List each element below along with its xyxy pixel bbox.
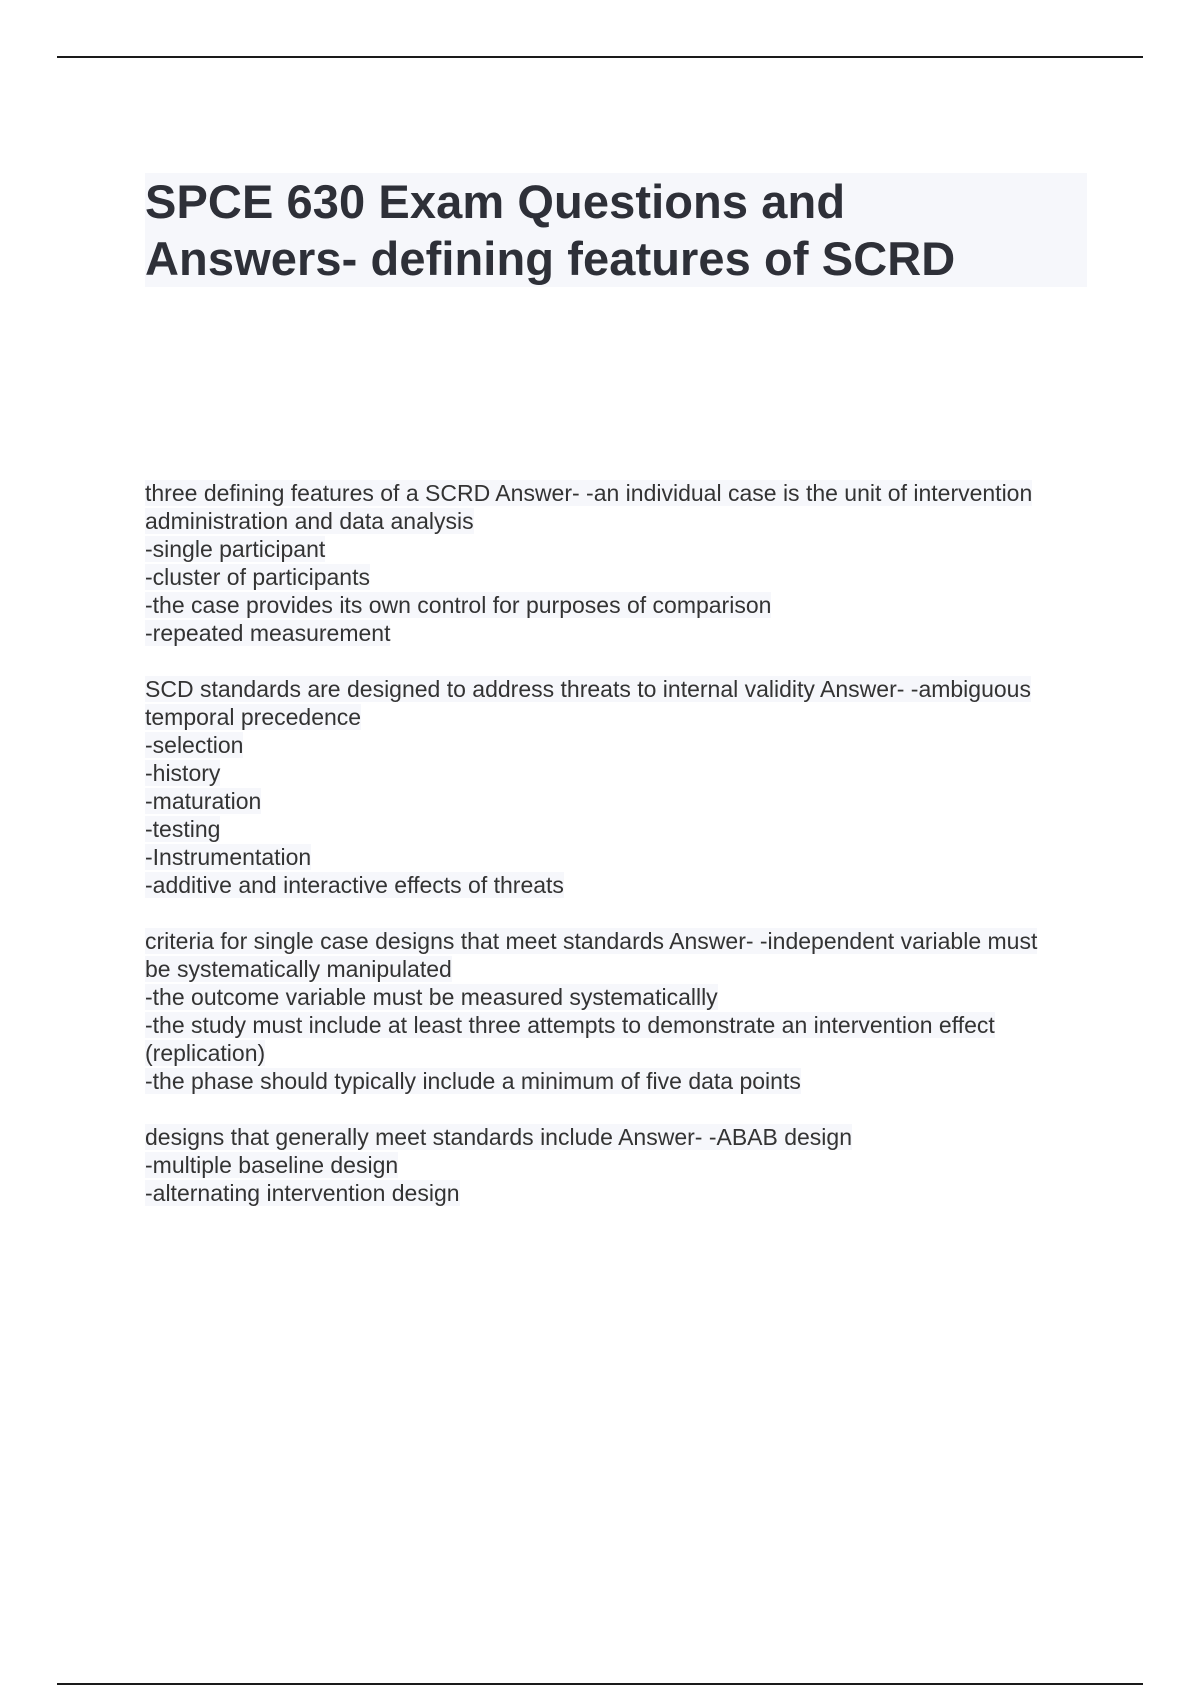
qa-item [145,927,1105,1095]
qa-line: -the phase should typically include a minimum of five data points [145,1068,801,1094]
qa-line: -the case provides its own control for purposes of comparison [145,592,772,618]
qa-line: -selection [145,732,244,758]
bottom-rule [57,1683,1143,1685]
qa-line: -additive and interactive effects of threats [145,872,564,898]
qa-line: three defining features of a SCRD Answer- -an individual case is the unit of intervention [145,480,1033,506]
qa-line: -the study must include at least three attempts to demonstrate an intervention effect [145,1012,995,1038]
qa-line: (replication) [145,1040,266,1066]
qa-line: be systematically manipulated [145,956,452,982]
document-body [145,479,1105,1235]
qa-line: SCD standards are designed to address threats to internal validity Answer- -ambiguous [145,676,1031,702]
title-line-1: SPCE 630 Exam Questions and [145,175,846,228]
qa-line: -single participant [145,536,326,562]
qa-line: criteria for single case designs that meet standards Answer- -independent variable must [145,928,1038,954]
qa-item [145,675,1105,899]
qa-item [145,1123,1105,1207]
qa-item [145,479,1105,647]
title-line-2: Answers- defining features of SCRD [145,232,956,285]
qa-line: -repeated measurement [145,620,391,646]
qa-line: -Instrumentation [145,844,312,870]
qa-line: -the outcome variable must be measured systematicallly [145,984,718,1010]
qa-line: -history [145,760,221,786]
qa-line: -multiple baseline design [145,1152,399,1178]
qa-line: designs that generally meet standards include Answer- -ABAB design [145,1124,853,1150]
title-block [145,173,1087,287]
qa-line: -testing [145,816,221,842]
page-title [145,173,1087,287]
qa-line: -alternating intervention design [145,1180,460,1206]
qa-line: temporal precedence [145,704,362,730]
top-rule [57,56,1143,58]
qa-line: administration and data analysis [145,508,474,534]
qa-line: -maturation [145,788,262,814]
qa-line: -cluster of participants [145,564,370,590]
